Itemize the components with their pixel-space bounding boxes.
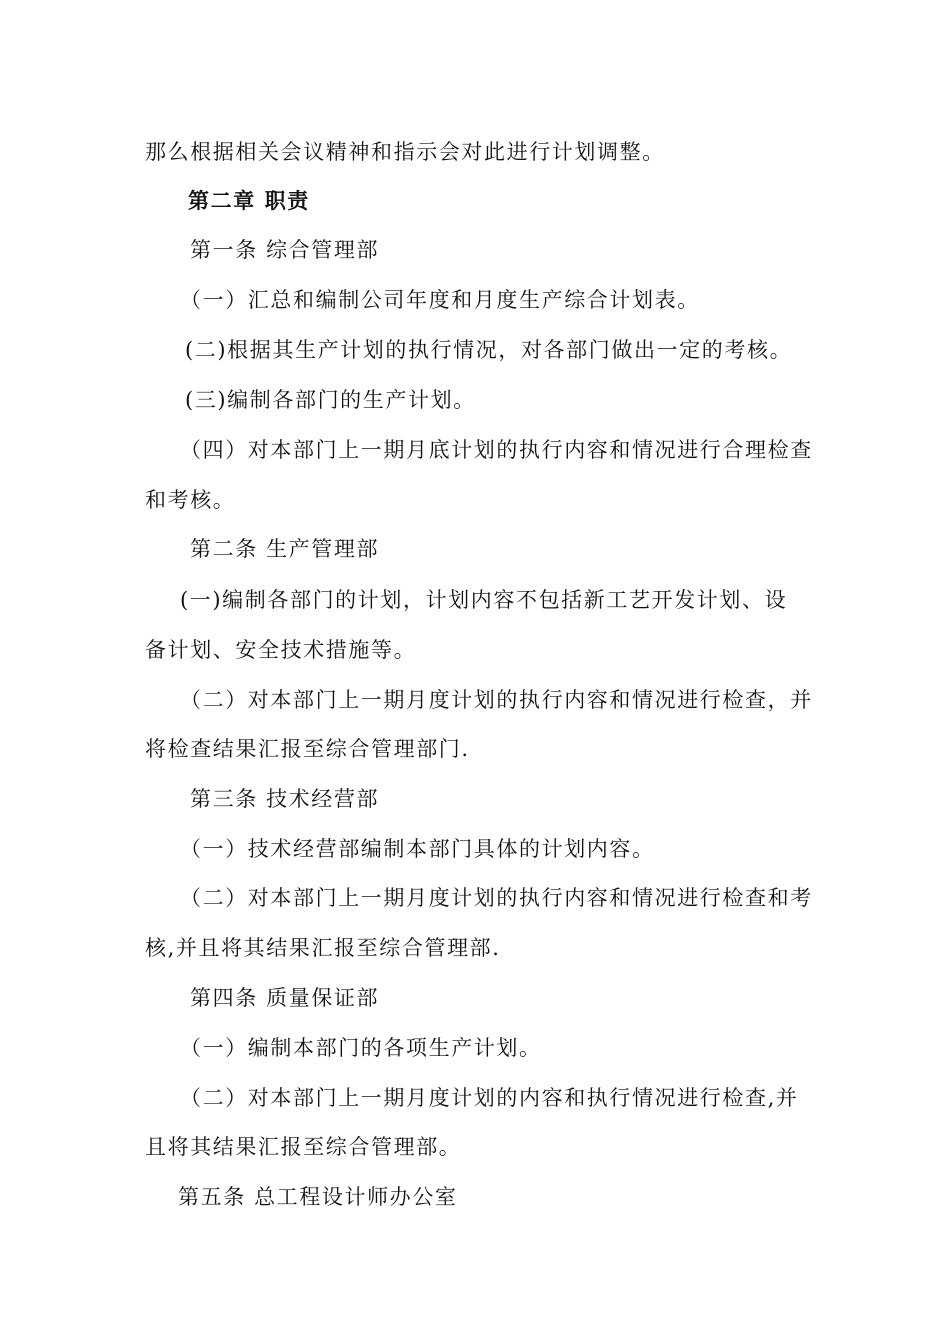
article-1-item-2: (二)根据其生产计划的执行情况，对各部门做出一定的考核。 bbox=[185, 338, 793, 362]
article-1-item-4-line-2: 和考核。 bbox=[145, 488, 236, 512]
article-2-title: 第二条 生产管理部 bbox=[190, 537, 380, 561]
article-1-item-4-line-1: （四）对本部门上一期月底计划的执行内容和情况进行合理检查 bbox=[180, 438, 813, 462]
intro-line: 那么根据相关会议精神和指示会对此进行计划调整。 bbox=[145, 140, 665, 164]
article-4-item-2-line-2: 且将其结果汇报至综合管理部。 bbox=[145, 1135, 462, 1159]
article-1-item-1: （一）汇总和编制公司年度和月度生产综合计划表。 bbox=[180, 288, 700, 312]
article-2-item-2-line-1: （二）对本部门上一期月度计划的执行内容和情况进行检查，并 bbox=[180, 688, 813, 712]
article-4-item-2-line-1: （二）对本部门上一期月度计划的内容和执行情况进行检查,并 bbox=[180, 1086, 799, 1110]
article-3-item-2-line-2: 核,并且将其结果汇报至综合管理部. bbox=[145, 936, 501, 960]
article-1-item-3: (三)编制各部门的生产计划。 bbox=[185, 388, 476, 412]
article-4-title: 第四条 质量保证部 bbox=[190, 986, 380, 1010]
article-2-item-1-line-1: (一)编制各部门的计划，计划内容不包括新工艺开发计划、设 bbox=[180, 588, 788, 612]
article-3-title: 第三条 技术经营部 bbox=[190, 787, 380, 811]
article-3-item-2-line-1: （二）对本部门上一期月度计划的执行内容和情况进行检查和考 bbox=[180, 886, 813, 910]
article-2-item-1-line-2: 备计划、安全技术措施等。 bbox=[145, 638, 417, 662]
article-5-title: 第五条 总工程设计师办公室 bbox=[178, 1185, 458, 1209]
article-2-item-2-line-2: 将检查结果汇报至综合管理部门. bbox=[145, 737, 470, 761]
article-3-item-1: （一）技术经营部编制本部门具体的计划内容。 bbox=[180, 837, 655, 861]
chapter-heading: 第二章 职责 bbox=[188, 188, 310, 213]
article-1-title: 第一条 综合管理部 bbox=[190, 238, 380, 262]
article-4-item-1: （一）编制本部门的各项生产计划。 bbox=[180, 1036, 542, 1060]
